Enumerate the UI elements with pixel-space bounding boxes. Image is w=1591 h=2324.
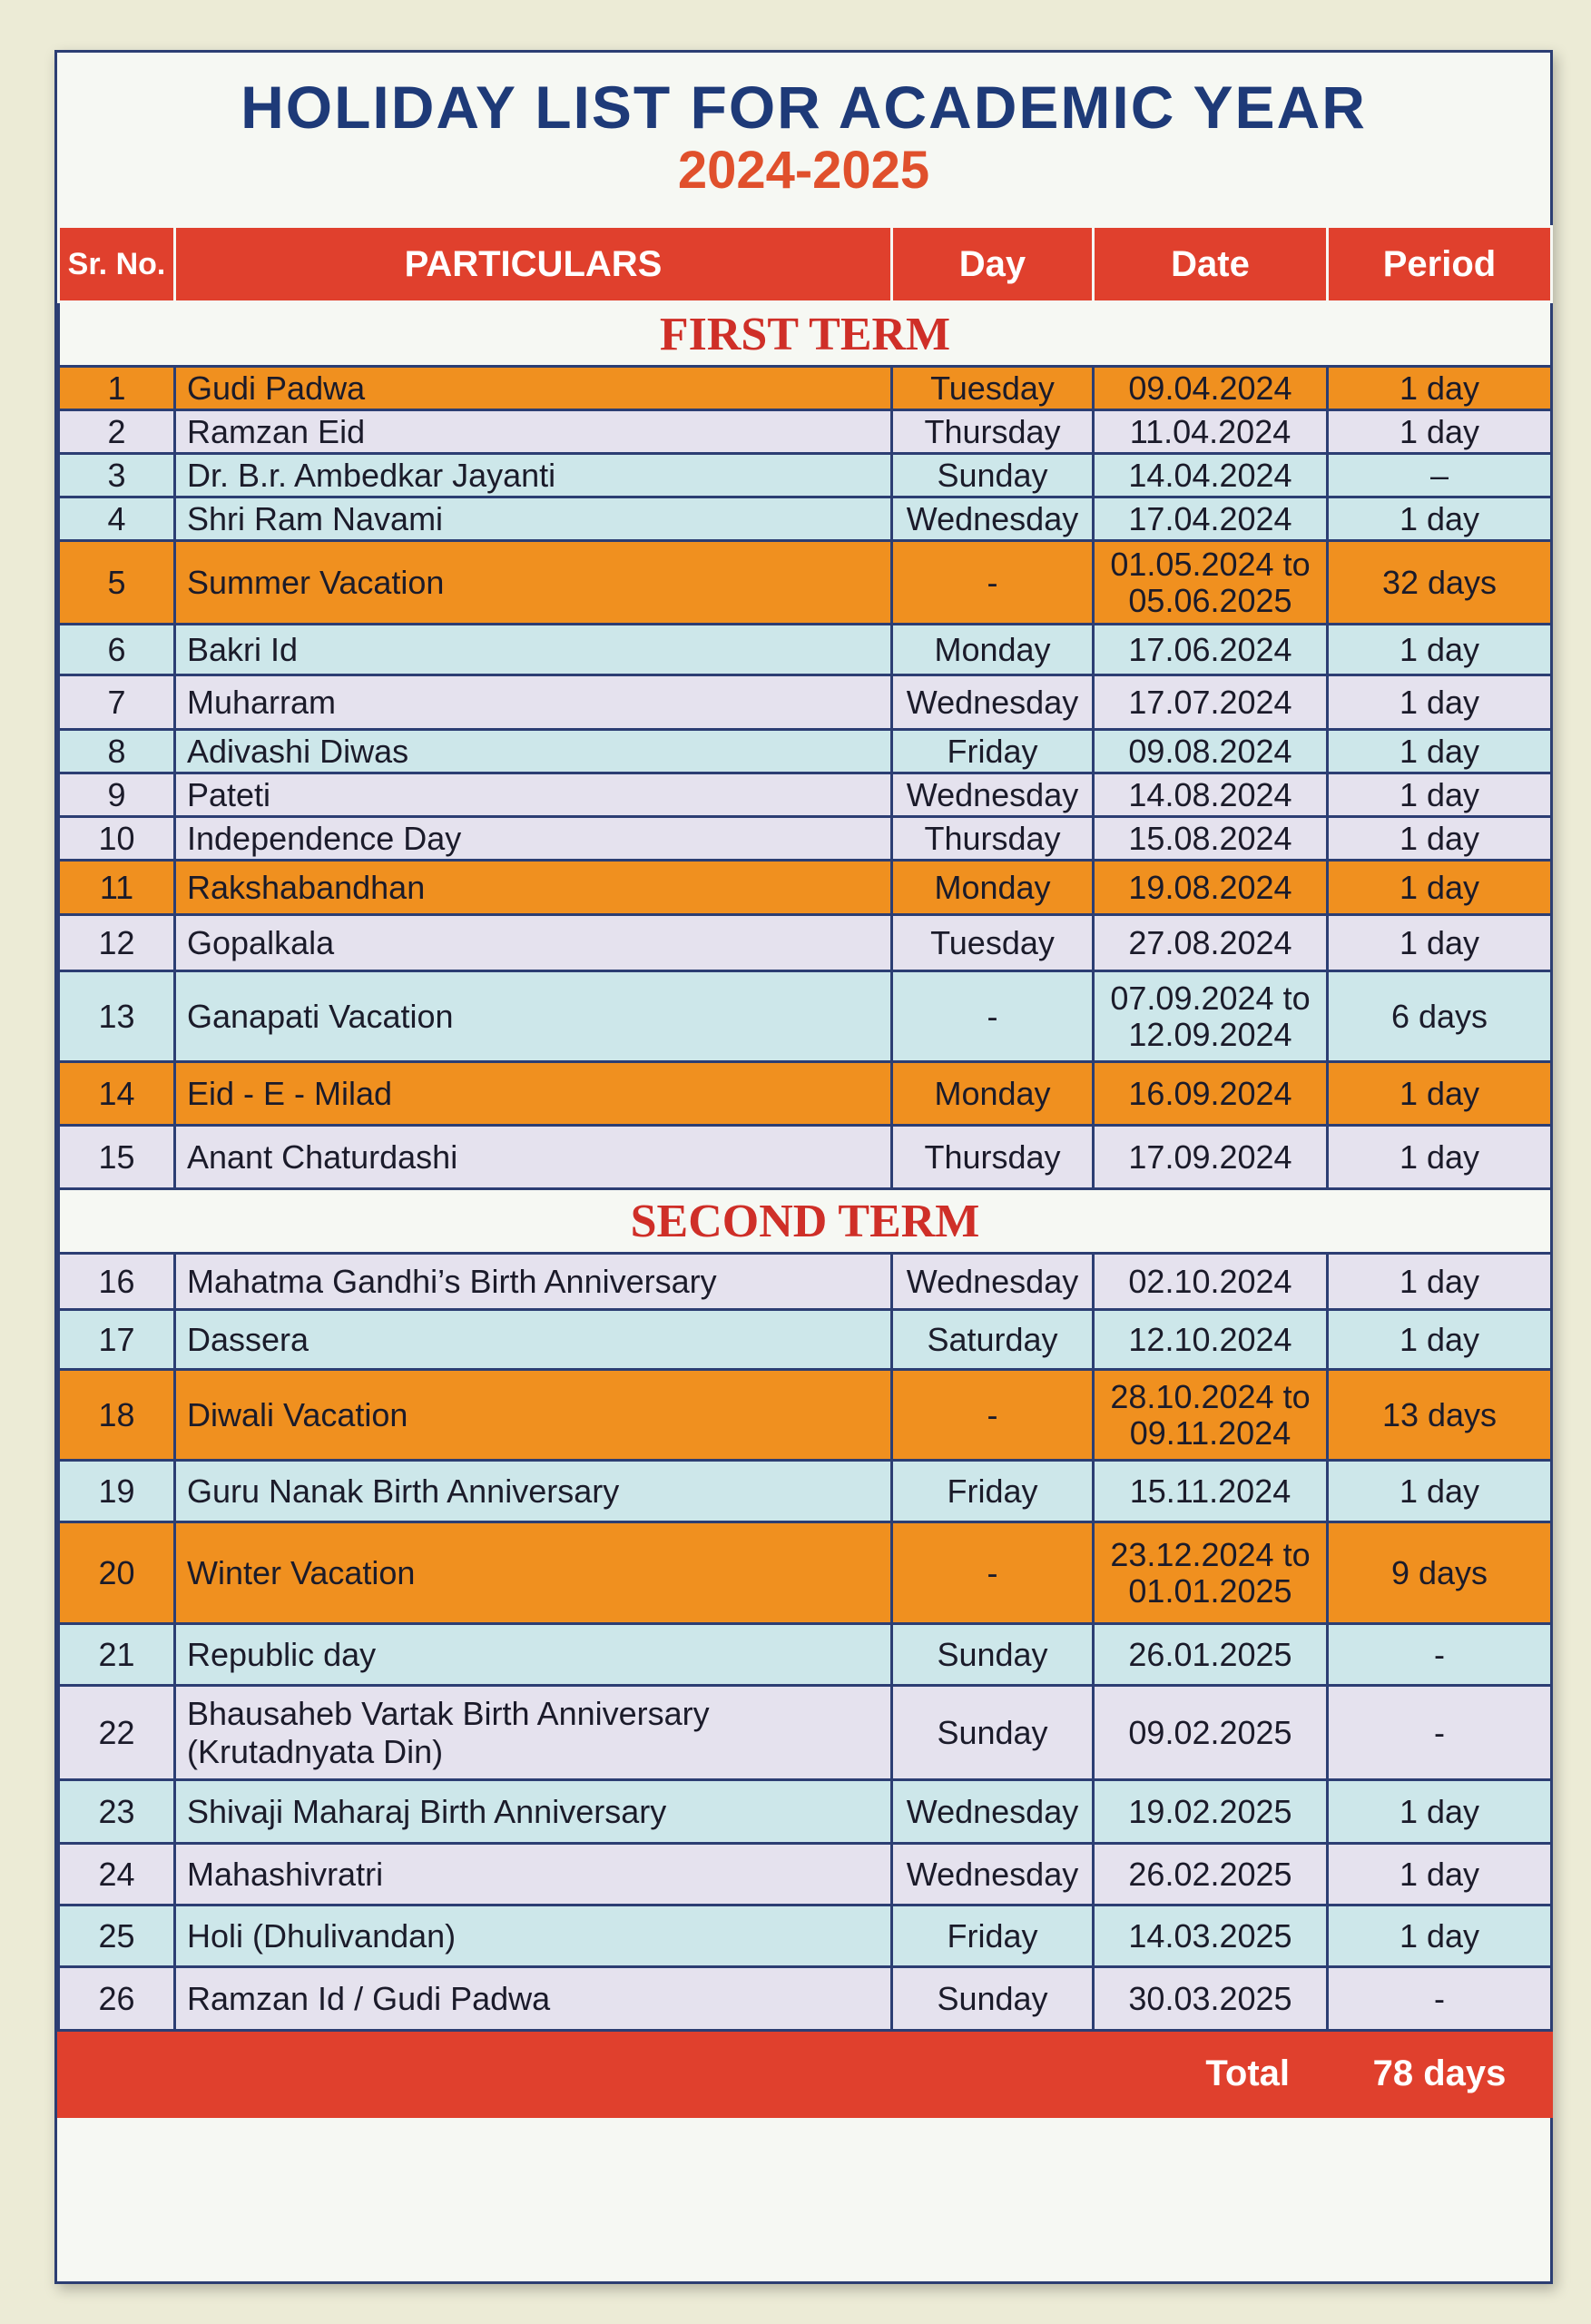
date: 26.02.2025 (1094, 1844, 1328, 1905)
particulars: Rakshabandhan (175, 861, 892, 915)
table-row (59, 367, 1552, 410)
period: 1 day (1328, 367, 1552, 410)
particulars: Bakri Id (175, 625, 892, 675)
sr-no: 14 (59, 1062, 175, 1126)
day: Thursday (892, 817, 1094, 861)
date: 14.03.2025 (1094, 1905, 1328, 1967)
period: 1 day (1328, 1780, 1552, 1844)
particulars: Dassera (175, 1310, 892, 1370)
date: 01.05.2024 to 05.06.2025 (1094, 541, 1328, 625)
period: - (1328, 1686, 1552, 1780)
table-row (59, 1624, 1552, 1686)
sr-no: 23 (59, 1780, 175, 1844)
table-row (59, 541, 1552, 625)
sr-no: 3 (59, 454, 175, 497)
table-row (59, 675, 1552, 730)
period: 1 day (1328, 1905, 1552, 1967)
day: - (892, 541, 1094, 625)
sr-no: 20 (59, 1522, 175, 1624)
date: 17.04.2024 (1094, 497, 1328, 541)
date: 16.09.2024 (1094, 1062, 1328, 1126)
sr-no: 2 (59, 410, 175, 454)
day: Sunday (892, 1624, 1094, 1686)
particulars: Ganapati Vacation (175, 971, 892, 1062)
col-header-particulars: PARTICULARS (175, 227, 892, 302)
sr-no: 18 (59, 1370, 175, 1461)
sr-no: 15 (59, 1126, 175, 1189)
date: 12.10.2024 (1094, 1310, 1328, 1370)
particulars: Pateti (175, 773, 892, 817)
day: Friday (892, 1905, 1094, 1967)
sr-no: 26 (59, 1967, 175, 2031)
particulars: Dr. B.r. Ambedkar Jayanti (175, 454, 892, 497)
day: Sunday (892, 1967, 1094, 2031)
table-row (59, 1844, 1552, 1905)
day: Saturday (892, 1310, 1094, 1370)
particulars: Anant Chaturdashi (175, 1126, 892, 1189)
table-row (59, 625, 1552, 675)
date: 30.03.2025 (1094, 1967, 1328, 2031)
particulars: Winter Vacation (175, 1522, 892, 1624)
particulars: Bhausaheb Vartak Birth Anniversary (Krutadnyata Din) (175, 1686, 892, 1780)
period: 1 day (1328, 861, 1552, 915)
period: 1 day (1328, 1844, 1552, 1905)
day: Tuesday (892, 915, 1094, 971)
table-row (59, 1686, 1552, 1780)
particulars: Shivaji Maharaj Birth Anniversary (175, 1780, 892, 1844)
day: Wednesday (892, 1844, 1094, 1905)
day: - (892, 1370, 1094, 1461)
particulars: Gudi Padwa (175, 367, 892, 410)
period: 1 day (1328, 625, 1552, 675)
date: 11.04.2024 (1094, 410, 1328, 454)
period: - (1328, 1624, 1552, 1686)
table-row (59, 497, 1552, 541)
date: 09.04.2024 (1094, 367, 1328, 410)
table-row (59, 1967, 1552, 2031)
total-row (59, 2031, 1552, 2117)
period: 1 day (1328, 817, 1552, 861)
second-term-heading-row (59, 1189, 1552, 1254)
date: 27.08.2024 (1094, 915, 1328, 971)
academic-year: 2024-2025 (677, 141, 930, 200)
particulars: Adivashi Diwas (175, 730, 892, 773)
holiday-sheet (54, 50, 1553, 2284)
period: - (1328, 1967, 1552, 2031)
table-row (59, 1522, 1552, 1624)
page-title: HOLIDAY LIST FOR ACADEMIC YEAR (241, 74, 1367, 141)
particulars: Eid - E - Milad (175, 1062, 892, 1126)
day: - (892, 1522, 1094, 1624)
day: Friday (892, 1461, 1094, 1522)
sr-no: 8 (59, 730, 175, 773)
date: 17.06.2024 (1094, 625, 1328, 675)
table-row (59, 971, 1552, 1062)
period: 1 day (1328, 730, 1552, 773)
particulars: Muharram (175, 675, 892, 730)
table-row (59, 915, 1552, 971)
col-header-day: Day (892, 227, 1094, 302)
table-row (59, 410, 1552, 454)
table-row (59, 1126, 1552, 1189)
table-row (59, 1310, 1552, 1370)
day: Monday (892, 625, 1094, 675)
particulars: Independence Day (175, 817, 892, 861)
date: 19.08.2024 (1094, 861, 1328, 915)
period: 13 days (1328, 1370, 1552, 1461)
sr-no: 24 (59, 1844, 175, 1905)
sr-no: 17 (59, 1310, 175, 1370)
sr-no: 12 (59, 915, 175, 971)
day: Monday (892, 861, 1094, 915)
particulars: Shri Ram Navami (175, 497, 892, 541)
col-header-sr: Sr. No. (59, 227, 175, 302)
date: 19.02.2025 (1094, 1780, 1328, 1844)
sr-no: 16 (59, 1254, 175, 1310)
particulars: Mahashivratri (175, 1844, 892, 1905)
date: 14.04.2024 (1094, 454, 1328, 497)
date: 17.09.2024 (1094, 1126, 1328, 1189)
title-block (57, 53, 1550, 225)
period: 1 day (1328, 1461, 1552, 1522)
particulars: Ramzan Id / Gudi Padwa (175, 1967, 892, 2031)
date: 23.12.2024 to 01.01.2025 (1094, 1522, 1328, 1624)
date: 26.01.2025 (1094, 1624, 1328, 1686)
sr-no: 10 (59, 817, 175, 861)
first-term-heading: FIRST TERM (59, 302, 1552, 367)
sr-no: 13 (59, 971, 175, 1062)
sr-no: 25 (59, 1905, 175, 1967)
sr-no: 4 (59, 497, 175, 541)
sr-no: 22 (59, 1686, 175, 1780)
particulars: Diwali Vacation (175, 1370, 892, 1461)
date: 14.08.2024 (1094, 773, 1328, 817)
second-term-heading: SECOND TERM (59, 1189, 1552, 1254)
day: Friday (892, 730, 1094, 773)
header-row (59, 227, 1552, 302)
period: 1 day (1328, 497, 1552, 541)
day: Monday (892, 1062, 1094, 1126)
day: Sunday (892, 1686, 1094, 1780)
table-row (59, 1461, 1552, 1522)
particulars: Ramzan Eid (175, 410, 892, 454)
table-row (59, 773, 1552, 817)
day: Wednesday (892, 1780, 1094, 1844)
table-row (59, 861, 1552, 915)
sr-no: 1 (59, 367, 175, 410)
table-row (59, 1254, 1552, 1310)
period: 1 day (1328, 675, 1552, 730)
period: 1 day (1328, 1126, 1552, 1189)
sr-no: 5 (59, 541, 175, 625)
day: Thursday (892, 410, 1094, 454)
table-row (59, 454, 1552, 497)
particulars: Guru Nanak Birth Anniversary (175, 1461, 892, 1522)
period: – (1328, 454, 1552, 497)
col-header-period: Period (1328, 227, 1552, 302)
sr-no: 9 (59, 773, 175, 817)
table-row (59, 730, 1552, 773)
date: 17.07.2024 (1094, 675, 1328, 730)
table-row (59, 1370, 1552, 1461)
total-label: Total (59, 2031, 1328, 2117)
table-row (59, 1780, 1552, 1844)
table-row (59, 1062, 1552, 1126)
first-term-heading-row (59, 302, 1552, 367)
date: 28.10.2024 to 09.11.2024 (1094, 1370, 1328, 1461)
day: Tuesday (892, 367, 1094, 410)
period: 1 day (1328, 410, 1552, 454)
sr-no: 11 (59, 861, 175, 915)
period: 1 day (1328, 1254, 1552, 1310)
period: 1 day (1328, 915, 1552, 971)
period: 9 days (1328, 1522, 1552, 1624)
particulars: Gopalkala (175, 915, 892, 971)
day: - (892, 971, 1094, 1062)
sr-no: 6 (59, 625, 175, 675)
date: 09.02.2025 (1094, 1686, 1328, 1780)
holiday-table (57, 225, 1553, 2118)
day: Wednesday (892, 675, 1094, 730)
date: 07.09.2024 to 12.09.2024 (1094, 971, 1328, 1062)
total-value: 78 days (1328, 2031, 1552, 2117)
particulars: Holi (Dhulivandan) (175, 1905, 892, 1967)
period: 6 days (1328, 971, 1552, 1062)
day: Wednesday (892, 497, 1094, 541)
particulars: Mahatma Gandhi’s Birth Anniversary (175, 1254, 892, 1310)
period: 1 day (1328, 1310, 1552, 1370)
sr-no: 7 (59, 675, 175, 730)
day: Sunday (892, 454, 1094, 497)
day: Thursday (892, 1126, 1094, 1189)
particulars: Summer Vacation (175, 541, 892, 625)
day: Wednesday (892, 773, 1094, 817)
period: 32 days (1328, 541, 1552, 625)
sr-no: 19 (59, 1461, 175, 1522)
period: 1 day (1328, 1062, 1552, 1126)
col-header-date: Date (1094, 227, 1328, 302)
day: Wednesday (892, 1254, 1094, 1310)
date: 02.10.2024 (1094, 1254, 1328, 1310)
particulars: Republic day (175, 1624, 892, 1686)
table-row (59, 817, 1552, 861)
date: 15.08.2024 (1094, 817, 1328, 861)
table-row (59, 1905, 1552, 1967)
period: 1 day (1328, 773, 1552, 817)
date: 15.11.2024 (1094, 1461, 1328, 1522)
date: 09.08.2024 (1094, 730, 1328, 773)
sr-no: 21 (59, 1624, 175, 1686)
